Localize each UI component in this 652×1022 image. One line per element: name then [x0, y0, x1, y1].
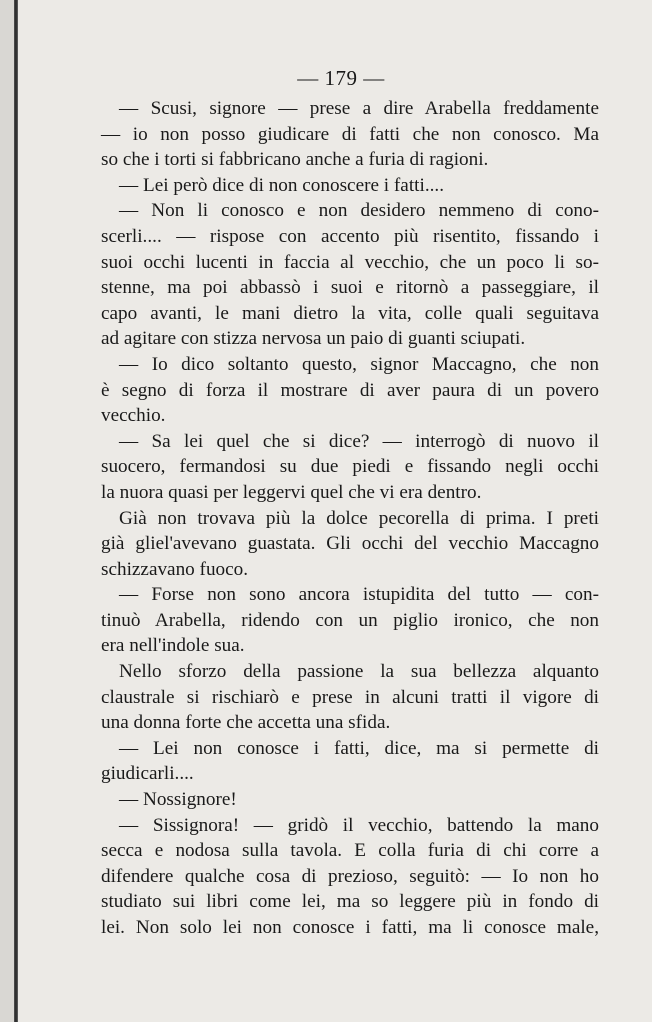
text-line: so che i torti si fabbricano anche a furia di ragioni.: [101, 149, 489, 171]
text-line: Già non trovava più la dolce pecorella di prima. I preti: [119, 507, 599, 529]
text-line: difendere qualche cosa di prezioso, seguitò: — Io non ho: [101, 865, 599, 887]
text-line: già gliel'avevano guastata. Gli occhi del vecchio Maccagno: [101, 533, 599, 555]
text-line: — Lei però dice di non conoscere i fatti....: [119, 174, 445, 196]
text-line: Nello sforzo della passione la sua bellezza alquanto: [119, 661, 599, 683]
text-line: claustrale si rischiarò e prese in alcuni tratti il vigore di: [101, 686, 599, 708]
text-line: suoi occhi lucenti in faccia al vecchio, che un poco li so-: [101, 251, 599, 273]
paragraph: [101, 173, 599, 199]
text-line: — io non posso giudicare di fatti che non conosco. Ma: [101, 123, 599, 145]
text-line: — Scusi, signore — prese a dire Arabella freddamente: [119, 98, 599, 119]
paragraph: [101, 813, 599, 941]
paragraph: [101, 787, 599, 813]
text-line: — Forse non sono ancora istupidita del tutto — con-: [119, 584, 599, 606]
text-line: era nell'indole sua.: [101, 635, 245, 657]
text-line: — Nossignore!: [119, 789, 237, 811]
text-line: secca e nodosa sulla tavola. E colla furia di chi corre a: [101, 840, 599, 862]
text-line: giudicarli....: [101, 763, 194, 785]
paragraph: [101, 659, 599, 736]
text-line: la nuora quasi per leggervi quel che vi era dentro.: [101, 481, 482, 503]
text-line: — Sissignora! — gridò il vecchio, battendo la mano: [119, 814, 599, 836]
paragraph: [101, 736, 599, 787]
paragraph: [101, 429, 599, 506]
text-line: tinuò Arabella, ridendo con un piglio ironico, che non: [101, 609, 599, 631]
paragraph: [101, 96, 599, 173]
page-gutter: [0, 0, 14, 1022]
body-text: [101, 96, 599, 941]
text-line: scerli.... — rispose con accento più risentito, fissando i: [101, 225, 599, 247]
text-line: vecchio.: [101, 405, 166, 427]
text-line: ad agitare con stizza nervosa un paio di guanti sciupati.: [101, 328, 526, 350]
paragraph: [101, 506, 599, 583]
paragraph: [101, 582, 599, 659]
text-line: stenne, ma poi abbassò i suoi e ritornò a passeggiare, il: [101, 277, 599, 299]
paragraph: [101, 198, 599, 352]
text-line: schizzavano fuoco.: [101, 558, 249, 580]
text-line: — Lei non conosce i fatti, dice, ma si permette di: [119, 737, 599, 759]
text-line: studiato sui libri come lei, ma so leggere più in fondo di: [101, 891, 599, 913]
binding-edge: [14, 0, 18, 1022]
text-line: lei. Non solo lei non conosce i fatti, ma li conosce male,: [101, 917, 599, 938]
text-line: — Non li conosco e non desidero nemmeno di cono-: [119, 200, 599, 222]
text-line: è segno di forza il mostrare di aver paura di un povero: [101, 379, 599, 401]
text-line: suocero, fermandosi su due piedi e fissando negli occhi: [101, 456, 599, 478]
paragraph: [101, 352, 599, 429]
page-number: — 179 —: [297, 66, 385, 90]
text-line: — Sa lei quel che si dice? — interrogò di nuovo il: [119, 430, 599, 452]
text-line: — Io dico soltanto questo, signor Maccagno, che non: [119, 353, 599, 375]
text-line: una donna forte che accetta una sfida.: [101, 712, 391, 734]
text-line: capo avanti, le mani dietro la vita, colle quali seguitava: [101, 302, 599, 324]
